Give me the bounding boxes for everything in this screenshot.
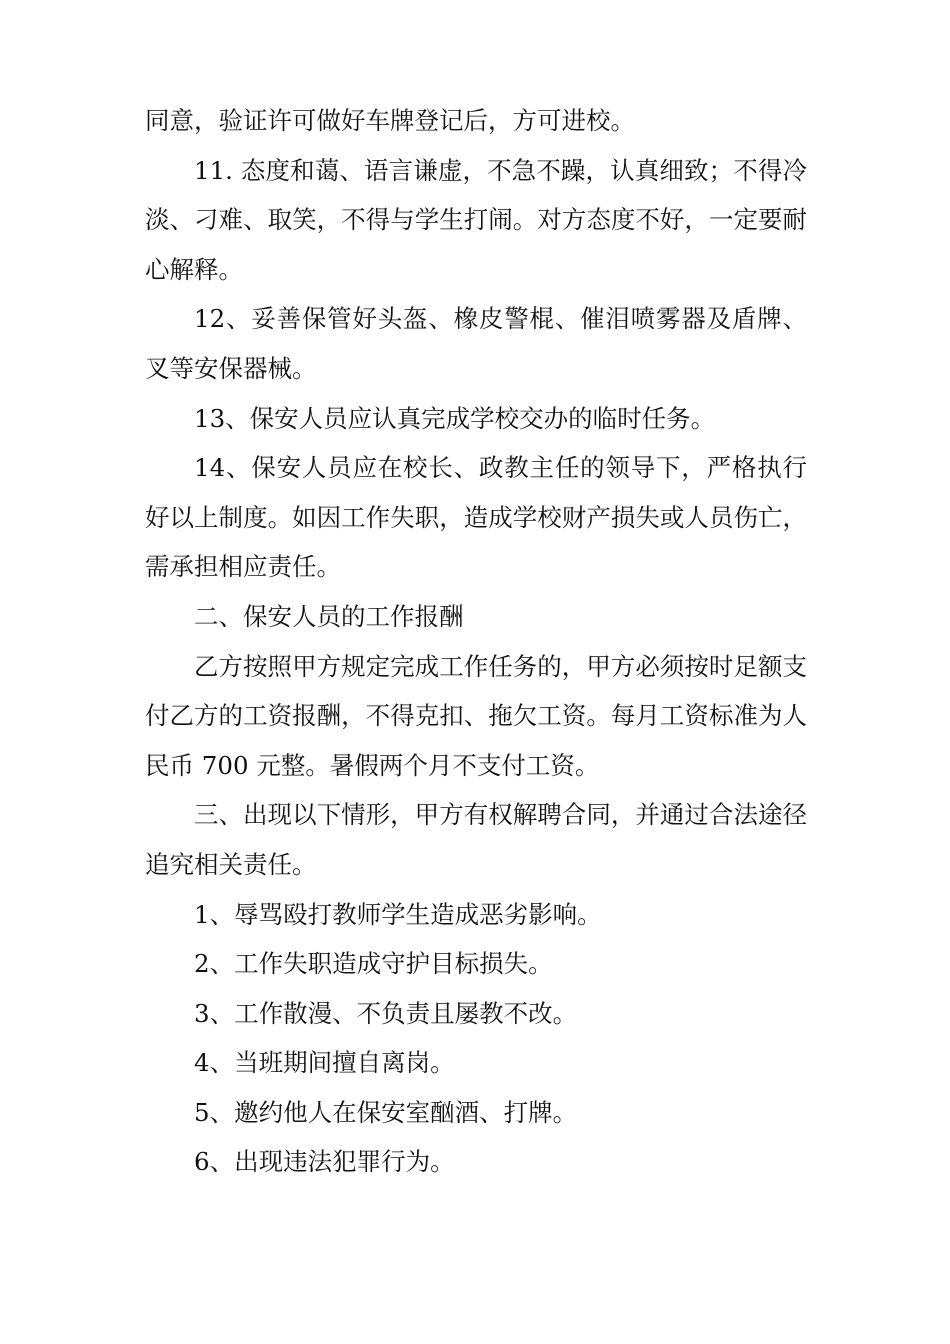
paragraph-salary: 乙方按照甲方规定完成工作任务的，甲方必须按时足额支付乙方的工资报酬，不得克扣、拖欠工资。每月工资标准为人民币 700 元整。暑假两个月不支付工资。: [145, 651, 807, 780]
paragraph-continuation: 同意，验证许可做好车牌登记后，方可进校。: [145, 106, 635, 135]
paragraph-item-11: 11. 态度和蔼、语言谦虚，不急不躁，认真细致；不得冷淡、刁难、取笑，不得与学生打闹。对方态度不好，一定要耐心解释。: [145, 155, 807, 284]
list-item-4: 4、当班期间擅自离岗。: [194, 1048, 455, 1078]
list-item-5: 5、邀约他人在保安室酗酒、打牌。: [194, 1097, 578, 1127]
list-item-2: 2、工作失职造成守护目标损失。: [194, 949, 553, 979]
paragraph-item-14: 14、保安人员应在校长、政教主任的领导下，严格执行好以上制度。如因工作失职，造成学校财产损失或人员伤亡，需承担相应责任。: [145, 453, 807, 582]
document-body: [145, 96, 807, 1187]
paragraph-item-12: 12、妥善保管好头盔、橡皮警棍、催泪喷雾器及盾牌、叉等安保器械。: [145, 304, 807, 383]
paragraph-item-13: 13、保安人员应认真完成学校交办的临时任务。: [194, 403, 716, 433]
section-heading-3: 三、出现以下情形，甲方有权解聘合同，并通过合法途径追究相关责任。: [145, 800, 807, 879]
list-item-6: 6、出现违法犯罪行为。: [194, 1147, 455, 1177]
list-item-1: 1、辱骂殴打教师学生造成恶劣影响。: [194, 899, 602, 929]
section-heading-2: 二、保安人员的工作报酬: [194, 601, 464, 631]
list-item-3: 3、工作散漫、不负责且屡教不改。: [194, 998, 578, 1028]
